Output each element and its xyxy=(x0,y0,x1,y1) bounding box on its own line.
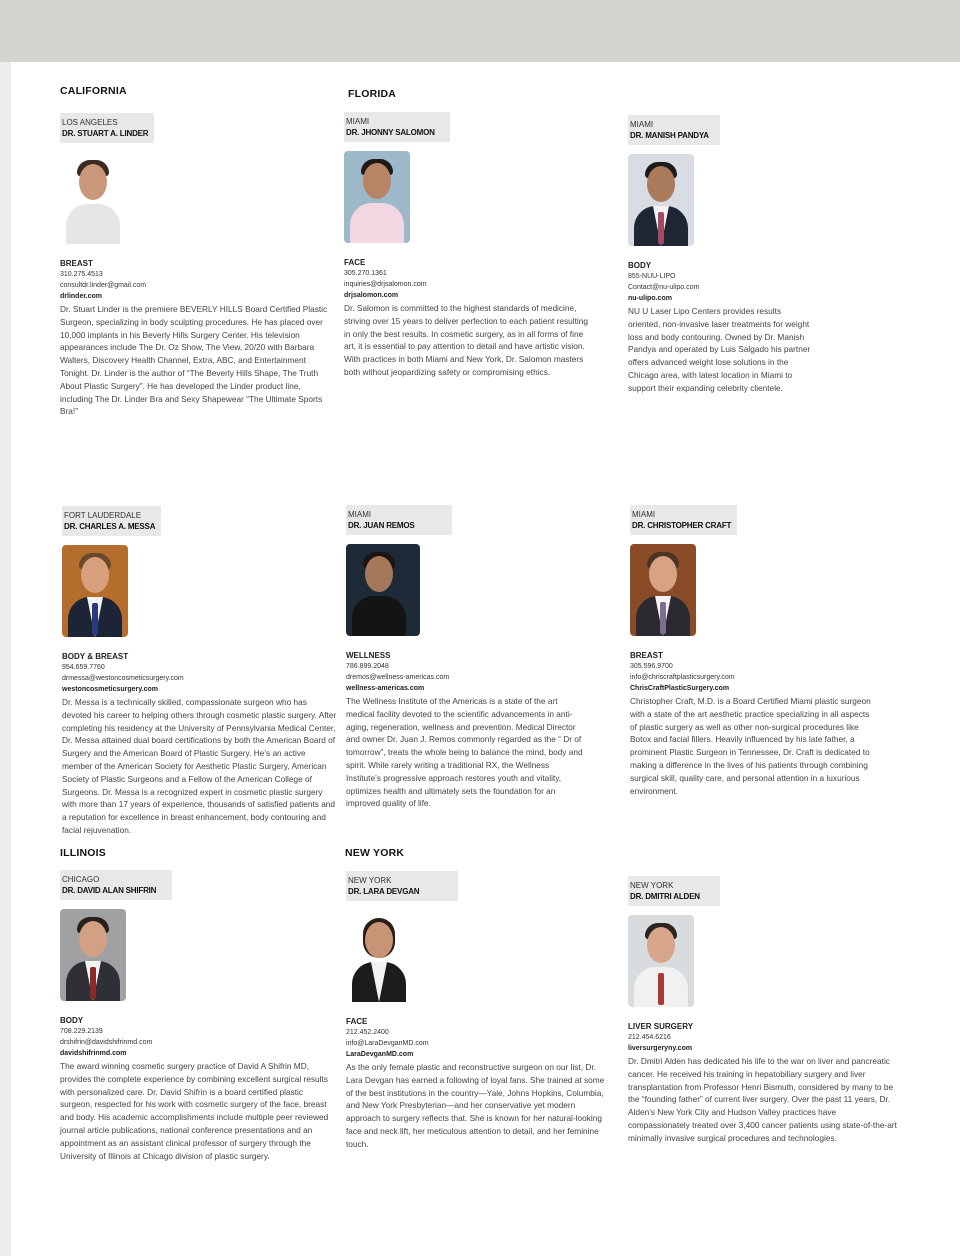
doctor-name-box xyxy=(62,506,161,536)
doctor-name-box xyxy=(628,115,720,145)
doctor-portrait-photo xyxy=(346,544,420,636)
doctor-website[interactable]: drlinder.com xyxy=(60,293,103,300)
doctor-email[interactable]: inquiries@drjsalomon.com xyxy=(344,281,427,288)
doctor-portrait-photo xyxy=(60,152,126,244)
doctor-bio: Dr. Dmitri Alden has dedicated his life to the war on liver and pancreatic cancer. He received his training in hepatobiliary surgery and liver transplantation from Professor Henri Bismuth, considered by many to be the “founding father” of current liver surgery. Over the past 11 years, Dr. Alden’s New York City and Hudson Valley practices have compassionately treated over 3,400 cancer patients using state-of-the-art minimally invasive surgical procedures and technologies. xyxy=(628,1056,897,1143)
doctor-name-box xyxy=(60,113,154,143)
doctor-city: MIAMI xyxy=(346,117,370,126)
doctor-email[interactable]: Contact@nu-ulipo.com xyxy=(628,284,700,291)
doctor-email[interactable]: info@chriscraftplasticsurgery.com xyxy=(630,674,735,681)
doctor-website[interactable]: nu-ulipo.com xyxy=(628,295,672,302)
doctor-city: NEW YORK xyxy=(348,876,392,885)
doctor-name: DR. CHARLES A. MESSA xyxy=(64,522,156,531)
doctor-city: FORT LAUDERDALE xyxy=(64,511,142,520)
doctor-phone: 305.596.9700 xyxy=(630,663,673,670)
doctor-email[interactable]: drmessa@westoncosmeticsurgery.com xyxy=(62,675,184,682)
state-heading-new-york: NEW YORK xyxy=(345,847,405,859)
doctor-specialty: LIVER SURGERY xyxy=(628,1022,694,1031)
doctor-card xyxy=(60,113,350,418)
doctor-website[interactable]: wellness-americas.com xyxy=(346,685,425,692)
doctor-portrait-photo xyxy=(628,915,694,1007)
doctor-card xyxy=(344,112,634,379)
doctor-portrait-photo xyxy=(346,910,412,1002)
doctor-card xyxy=(628,115,918,395)
doctor-website[interactable]: drjsalomon.com xyxy=(344,292,399,299)
doctor-city: CHICAGO xyxy=(62,875,100,884)
doctor-website[interactable]: westoncosmeticsurgery.com xyxy=(62,686,158,693)
doctor-name-box xyxy=(628,876,720,906)
doctor-city: MIAMI xyxy=(348,510,372,519)
doctor-phone: 212.454.6216 xyxy=(628,1034,671,1041)
doctor-phone: 855-NUU-LIPO xyxy=(628,273,676,280)
doctor-phone: 305.270.1361 xyxy=(344,270,387,277)
doctor-city: LOS ANGELES xyxy=(62,118,118,127)
doctor-name: DR. DMITRI ALDEN xyxy=(630,892,700,901)
doctor-name: DR. JUAN REMOS xyxy=(348,521,415,530)
doctor-specialty: BODY xyxy=(60,1016,84,1025)
doctor-name: DR. DAVID ALAN SHIFRIN xyxy=(62,886,157,895)
doctor-name: DR. LARA DEVGAN xyxy=(348,887,420,896)
state-heading-california: CALIFORNIA xyxy=(60,85,127,97)
doctor-phone: 310.275.4513 xyxy=(60,271,103,278)
doctor-city: MIAMI xyxy=(632,510,656,519)
doctor-specialty: FACE xyxy=(346,1017,368,1026)
state-heading-illinois: ILLINOIS xyxy=(60,847,106,859)
doctor-specialty: BREAST xyxy=(60,259,93,268)
doctor-card xyxy=(62,506,352,837)
doctor-card xyxy=(60,870,350,1162)
doctor-name: DR. STUART A. LINDER xyxy=(62,129,149,138)
doctor-portrait-photo xyxy=(62,545,128,637)
doctor-name-box xyxy=(630,505,737,535)
doctor-email[interactable]: consultdr.linder@gmail.com xyxy=(60,282,147,289)
doctor-website[interactable]: ChrisCraftPlasticSurgery.com xyxy=(630,685,730,692)
doctor-specialty: BREAST xyxy=(630,651,663,660)
doctor-portrait-photo xyxy=(628,154,694,246)
doctor-bio: As the only female plastic and reconstructive surgeon on our list, Dr. Lara Devgan has earned a following of loyal fans. She trained at some of the best institutions in the country—Yale, Johns Hopkins, Columbia, and New York Presbyterian—and her conservative yet modern approach to surgery reflects that. She is known for her natural-looking face and neck lift, her meticulous attention to detail, and her feminine touch. xyxy=(346,1062,605,1149)
doctor-phone: 708.229.2139 xyxy=(60,1028,103,1035)
header-band xyxy=(0,0,960,62)
doctor-bio: The award winning cosmetic surgery practice of David A Shifrin MD, provides the complete experience by combining excellent surgical results with personalized care. Dr. David Shifrin is a board certified plastic surgeon, respected for his work with cosmetic surgery of the face, breast and body. His academic accomplishments include multiple peer reviewed journal article publications, national conference presentations and an appointment as an assistant clinical professor of surgery through the University of Illinois at Chicago division of plastic surgery. xyxy=(60,1061,329,1161)
doctor-name-box xyxy=(346,505,452,535)
doctor-bio: The Wellness Institute of the Americas is a state of the art medical facility devoted to the scientific advancements in anti-aging, regeneration, wellness and prevention. Medical Director and owner Dr. Juan J. Remos commonly regarded as the “ Dr of tomorrow”, treats the whole being to balance the mind, body and spirit. While rarely writing a traditional RX, the Wellness Institute’s progressive approach restores youth and vitality, optimizes health and ultimately sets the foundation for an improved quality of life. xyxy=(346,696,583,809)
doctor-email[interactable]: dremos@wellness-americas.com xyxy=(346,674,450,681)
doctor-name-box xyxy=(344,112,450,142)
doctor-bio: NU U Laser Lipo Centers provides results oriented, non-invasive laser treatments for weight loss and body contouring. Owned by Dr. Manish Pandya and operated by Luis Salgado his partner offers advanced weight lose solutions in the Chicago area, with latest location in Miami to support their expanding celebrity clientele. xyxy=(628,306,811,393)
doctor-email[interactable]: info@LaraDevganMD.com xyxy=(346,1040,429,1047)
state-heading-florida: FLORIDA xyxy=(348,88,397,100)
doctor-name-box xyxy=(346,871,458,901)
doctor-card xyxy=(628,876,918,1145)
doctor-card xyxy=(346,505,636,810)
doctor-portrait-photo xyxy=(630,544,696,636)
doctor-name-box xyxy=(60,870,172,900)
doctor-portrait-photo xyxy=(60,909,126,1001)
doctor-bio: Christopher Craft, M.D. is a Board Certified Miami plastic surgeon with a state of the art aesthetic practice specializing in all aspects of plastic surgery as well as other non-surgical procedures like Botox and facial fillers. Heavily influenced by his late father, a prominent Plastic Surgeon in Tennessee, Dr. Craft is dedicated to making a difference in the lives of his patients through combining surgical skill, quality care, and personal attention in a luxurious environment. xyxy=(630,696,871,796)
doctor-bio: Dr. Messa is a technically skilled, compassionate surgeon who has devoted his career to helping others through cosmetic plastic surgery. After completing his residency at the University of Pennsylvania Medical Center, Dr. Messa attained dual board certifications by both the American Board of Surgery and the American Board of Plastic Surgery. He’s an active member of the American Society for Aesthetic Plastic Surgery, American Society of Plastic Surgeons and a Fellow of the American College of Surgeons. Dr. Messa is a recognized expert in cosmetic plastic surgery with more than 17 years of experience, thousands of satisfied patients and a reputation for excellence in breast enhancement, body contouring and facial rejuvenation. xyxy=(62,697,337,835)
doctor-city: NEW YORK xyxy=(630,881,674,890)
doctor-name: DR. JHONNY SALOMON xyxy=(346,128,435,137)
doctor-phone: 954.659.7760 xyxy=(62,664,105,671)
doctor-name: DR. CHRISTOPHER CRAFT xyxy=(632,521,732,530)
doctor-portrait-photo xyxy=(344,151,410,243)
doctor-card xyxy=(346,871,636,1151)
doctor-city: MIAMI xyxy=(630,120,654,129)
doctor-bio: Dr. Stuart Linder is the premiere BEVERLY HILLS Board Certified Plastic Surgeon, specializing in body sculpting procedures. He has placed over 10,000 implants in his Beverly Hills Surgery Center. His television appearances include The Dr. Oz Show, The View, 20/20 with Barbara Walters, Discovery Health Channel, Extra, ABC, and Entertainment Tonight. Dr. Linder is the author of “The Beverly Hills Shape, The Truth About Plastic Surgery”. He has developed the Linder product line, including The Dr. Linder Bra and Sexy Shapewear “The Ultimate Sports Bra!” xyxy=(60,304,328,417)
doctor-specialty: BODY xyxy=(628,261,652,270)
doctor-specialty: BODY & BREAST xyxy=(62,652,129,661)
doctor-website[interactable]: liversurgeryny.com xyxy=(628,1045,693,1052)
doctor-card xyxy=(630,505,920,797)
doctor-phone: 212.452.2400 xyxy=(346,1029,389,1036)
doctor-website[interactable]: LaraDevganMD.com xyxy=(346,1051,414,1058)
doctor-phone: 786.899.2048 xyxy=(346,663,389,670)
doctor-name: DR. MANISH PANDYA xyxy=(630,131,709,140)
doctor-bio: Dr. Salomon is committed to the highest standards of medicine, striving over 15 years to deliver perfection to each patient resulting in only the best results. In cosmetic surgery, as in all forms of fine art, it is essential to pay attention to detail and have artistic vision. With practices in both Miami and New York, Dr. Salomon masters both without jeopardizing safety or compromising ethics. xyxy=(344,303,588,377)
doctor-specialty: FACE xyxy=(344,258,366,267)
doctor-email[interactable]: drshifrin@davidshifrinmd.com xyxy=(60,1039,153,1046)
doctor-specialty: WELLNESS xyxy=(346,651,391,660)
doctor-website[interactable]: davidshifrinmd.com xyxy=(60,1050,127,1057)
left-margin-strip xyxy=(0,62,11,1256)
